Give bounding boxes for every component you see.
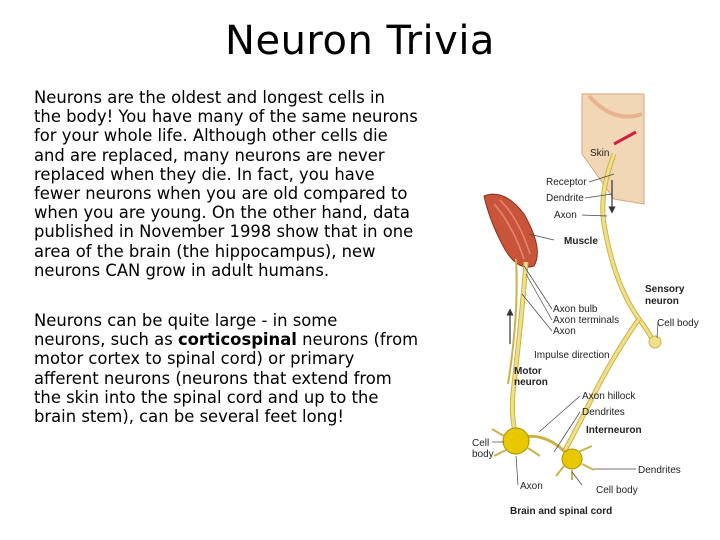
label-cell-body-right: Cell body xyxy=(657,318,699,329)
label-dendrites-bottom: Dendrites xyxy=(638,465,681,476)
label-dendrites-mid: Dendrites xyxy=(582,407,625,418)
paragraph-large-neurons xyxy=(34,311,464,426)
label-axon-mid: Axon xyxy=(553,326,576,337)
label-cell-body-left-line1: Cell xyxy=(472,438,490,449)
label-dendrite: Dendrite xyxy=(546,193,584,204)
page-title: Neuron Trivia xyxy=(225,18,495,64)
motor-cell-body xyxy=(503,428,529,454)
sensory-cell-body xyxy=(649,336,661,348)
label-axon-hillock: Axon hillock xyxy=(582,391,636,402)
label-motor-neuron-line1: Motor xyxy=(514,366,542,377)
label-cell-body-left-line2: body xyxy=(472,449,494,460)
corticospinal-term: corticospinal xyxy=(177,330,297,350)
label-sensory-neuron-line2: neuron xyxy=(645,296,679,307)
label-cell-body-bottom: Cell body xyxy=(596,485,638,496)
figure-caption: Brain and spinal cord xyxy=(510,506,613,517)
paragraph-oldest-cells: Neurons are the oldest and longest cells in the body! You have many of the same neurons for your whole life. Although other cells die and are replaced, many neurons are never replaced when they die. In fact, you have fewer neurons when you are old compared to when you are young. On the other hand, data published in November 1998 show that in one area of the brain (the hippocampus), new neurons CAN grow in adult humans. xyxy=(34,88,418,280)
label-axon-terminals: Axon terminals xyxy=(553,315,620,326)
neuron-diagram xyxy=(464,84,720,524)
label-axon-top: Axon xyxy=(554,210,577,221)
label-axon-bulb: Axon bulb xyxy=(553,304,598,315)
label-sensory-neuron-line1: Sensory xyxy=(645,284,685,295)
label-impulse-direction: Impulse direction xyxy=(534,350,610,361)
label-skin: Skin xyxy=(590,148,610,159)
label-receptor: Receptor xyxy=(546,177,587,188)
label-axon-bottom: Axon xyxy=(520,481,543,492)
paragraph-2-start: Neurons can be quite large - in some neurons, such as xyxy=(34,311,338,350)
paragraph-2-end: neurons (from motor cortex to spinal cord) or primary afferent neurons (neurons that extend from the skin into the spinal cord and up to the brain stem), can be several feet long! xyxy=(34,330,419,427)
label-interneuron: Interneuron xyxy=(586,425,642,436)
muscle-illustration xyxy=(484,194,537,267)
label-muscle: Muscle xyxy=(564,236,598,247)
label-motor-neuron-line2: neuron xyxy=(514,377,548,388)
